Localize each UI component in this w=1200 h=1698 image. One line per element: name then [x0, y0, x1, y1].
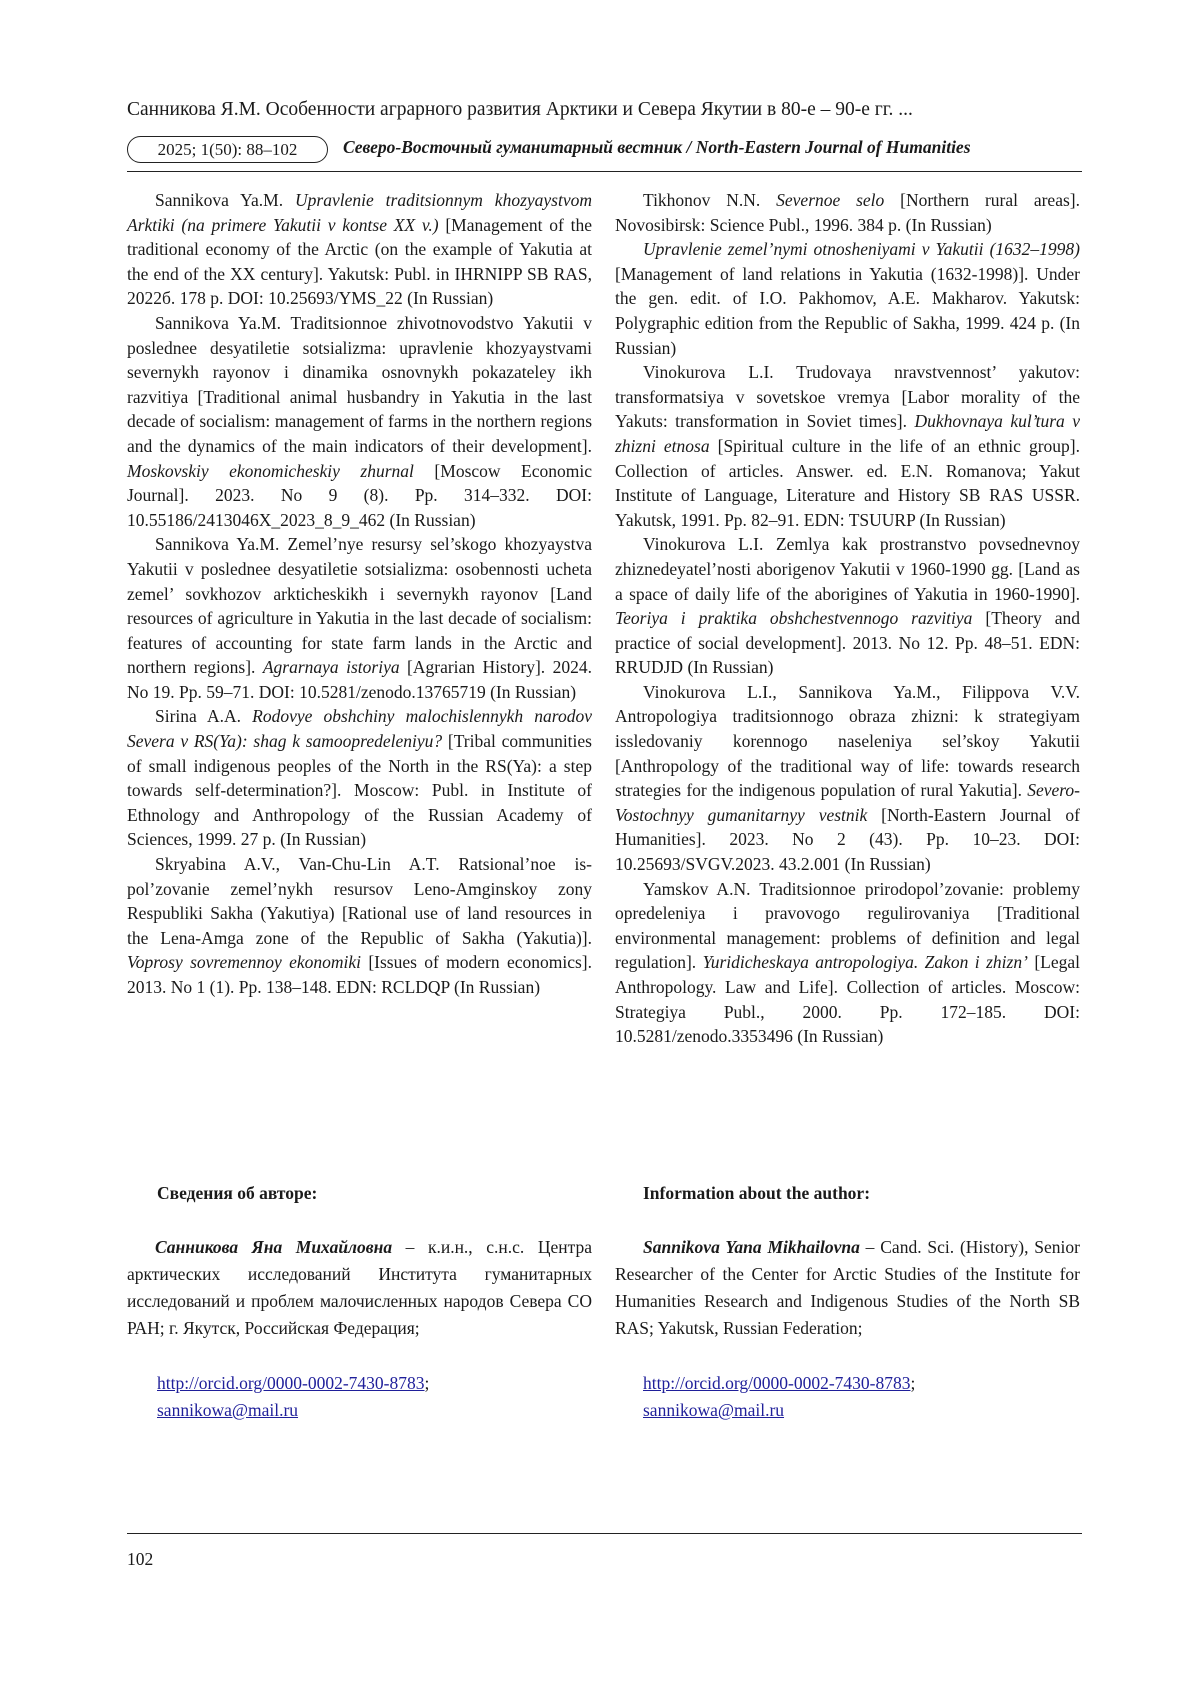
reference-text-part: [Moscow Economic Journal]. 2023. No 9 (8). Pp. 314–332. DOI: 10.55186/2413046X_2023_8_9_462 (In Russian)	[127, 460, 592, 530]
author-links-en	[643, 1370, 915, 1424]
issue-badge: 2025; 1(50): 88–102	[127, 136, 328, 163]
author-info-en	[615, 1234, 1080, 1342]
orcid-link-ru[interactable]: http://orcid.org/0000-0002-7430-8783	[157, 1373, 425, 1393]
journal-name: Северо-Восточный гуманитарный вестник / North-Eastern Journal of Humanities	[343, 137, 971, 157]
header-rule	[127, 171, 1082, 172]
author-details-ru: – к.и.н., с.н.с. Центра арктических исследований Института гуманитарных исследований и проблем малочисленных народов Севера СО РАН; г. Якутск, Российская Федерация;	[127, 1237, 592, 1338]
reference-text-part: Sirina A.A.	[155, 706, 253, 727]
reference-text-part: [Issues of modern economics]. 2013. No 1 (1). Pp. 138–148. EDN: RCLDQP (In Russian)	[127, 952, 592, 997]
reference-italic-part: Moskovskiy ekonomicheskiy zhurnal	[127, 460, 414, 481]
reference-text-part: [Agrarian History]. 2024. No 19. Pp. 59–71. DOI: 10.5281/zenodo.13765719 (In Russian)	[127, 657, 592, 702]
references-right-column	[615, 188, 1080, 1049]
references-left-column	[127, 188, 592, 1000]
reference-text-part: [Management of land relations in Yakutia (1632-1998)]. Under the gen. edit. of I.O. Pakhomov, A.E. Makharov. Yakutsk: Polygraphic edition from the Republic of Sakha, 1999. 424 p. (In Russian)	[615, 263, 1080, 358]
reference-text-part: Vinokurova L.I., Sannikova Ya.M., Filippova V.V. Antropologiya traditsionnogo obraza zhizni: k strategiyam issledovaniy korennogo naseleniya sel’skoy Yakutii [Anthropology of the traditional way of life: towards research strategies for the indigenous population of rural Yakutia].	[615, 681, 1080, 801]
reference-text-part: Skryabina A.V., Van-Chu-Lin A.T. Ratsional’noe ispol’zovanie zemel’nykh resursov Leno-Amginskoy zony Respubliki Sakha (Yakutiya) [Rational use of land resources in the Lena-Amga zone of the Republic of Sakha (Yakutia)].	[127, 854, 592, 948]
reference-italic-part: Dukhovnaya kul’tura v zhizni etnosa	[615, 411, 1080, 456]
reference-italic-part: Agrarnaya istoriya	[262, 657, 400, 678]
reference-item	[615, 532, 1080, 680]
reference-text-part: [North-Eastern Journal of Humanities]. 2023. No 2 (43). Pp. 10–23. DOI: 10.25693/SVGV.2023. 43.2.001 (In Russian)	[615, 804, 1080, 875]
reference-text-part: Sannikova Ya.M. Traditsionnoe zhivotnovodstvo Yakutii v poslednee desyatiletie sotsializma: upravlenie khozyaystvami severnykh rayonov i dinamika osnovnykh pokazateley ikh razvitiya [Traditional animal husbandry in Yakutia in the last decade of socialism: management of farms in the northern regions and the dynamics of the main indicators of their development].	[127, 312, 592, 456]
author-name-en: Sannikova Yana Mikhailovna	[643, 1237, 860, 1257]
reference-text-part: [Northern rural areas]. Novosibirsk: Science Publ., 1996. 384 p. (In Russian)	[615, 190, 1080, 235]
reference-italic-part: Severnoe selo	[776, 190, 885, 210]
reference-item	[615, 188, 1080, 237]
reference-text-part: Sannikova Ya.M.	[155, 190, 296, 210]
reference-text-part: [Legal Anthropology. Law and Life]. Collection of articles. Moscow: Strategiya Publ., 2000. Pp. 172–185. DOI: 10.5281/zenodo.3353496 (In Russian)	[615, 952, 1080, 1047]
reference-italic-part: Voprosy sovremennoy ekonomiki	[127, 952, 361, 973]
reference-item	[615, 877, 1080, 1049]
link-separator-en: ;	[910, 1373, 916, 1393]
email-link-ru[interactable]: sannikowa@mail.ru	[157, 1400, 299, 1420]
reference-item	[615, 237, 1080, 360]
reference-italic-part: Upravlenie traditsionnym khozyaystvom Arktiki (na primere Yakutii v kontse XX v.)	[127, 190, 592, 235]
reference-text-part: [Theory and practice of social development]. 2013. No 12. Pp. 48–51. EDN: RRUDJD (In Russian)	[615, 608, 1080, 678]
reference-item	[127, 852, 592, 1000]
reference-text-part: Tikhonov N.N.	[643, 190, 777, 210]
running-title: Санникова Я.М. Особенности аграрного развития Арктики и Севера Якутии в 80-е – 90-е гг. ...	[127, 99, 913, 120]
page-number: 102	[127, 1549, 154, 1569]
reference-item	[127, 532, 592, 704]
reference-item	[127, 188, 592, 311]
footer-rule	[127, 1533, 1082, 1534]
reference-text-part: Yamskov A.N. Traditsionnoe prirodopol’zovanie: problemy opredeleniya i pravovogo regulirovaniya [Traditional environmental management: problems of definition and legal regulation].	[615, 878, 1080, 973]
author-heading-en: Information about the author:	[643, 1183, 871, 1203]
author-name-ru: Санникова Яна Михайловна	[155, 1237, 393, 1257]
email-link-en[interactable]: sannikowa@mail.ru	[643, 1400, 785, 1420]
reference-text-part: [Spiritual culture in the life of an ethnic group]. Collection of articles. Answer. ed. E.N. Romanova; Yakut Institute of Language, Literature and History SB RAS USSR. Yakutsk, 1991. Pp. 82–91. EDN: TSUURP (In Russian)	[615, 435, 1080, 530]
reference-item	[615, 360, 1080, 532]
reference-italic-part: Upravlenie zemel’nymi otnosheniyami v Yakutii (1632–1998)	[643, 239, 1080, 260]
orcid-link-en[interactable]: http://orcid.org/0000-0002-7430-8783	[643, 1373, 911, 1393]
reference-text-part: [Tribal communities of small indigenous peoples of the North in the RS(Ya): a step towards self-determination?]. Moscow: Publ. in Institute of Ethnology and Anthropology of the Russian Academy of Sciences, 1999. 27 p. (In Russian)	[127, 731, 592, 850]
author-links-ru	[157, 1370, 429, 1424]
reference-item	[127, 311, 592, 532]
author-info-ru	[127, 1234, 592, 1342]
reference-italic-part: Teoriya i praktika obshchestvennogo razvitiya	[615, 608, 973, 629]
reference-text-part: [Management of the traditional economy of the Arctic (on the example of Yakutia at the end of the XX century]. Yakutsk: Publ. in IHRNIPP SB RAS, 2022б. 178 p. DOI: 10.25693/YMS_22 (In Russian)	[127, 214, 592, 309]
author-details-en: – Cand. Sci. (History), Senior Researcher of the Center for Arctic Studies of the Institute for Humanities Research and Indigenous Studies of the North SB RAS; Yakutsk, Russian Federation;	[615, 1237, 1080, 1338]
reference-italic-part: Rodovye obshchiny malochislennykh narodov Severa v RS(Ya): shag k samoopredeleniyu?	[127, 706, 592, 752]
link-separator-ru: ;	[424, 1373, 430, 1393]
reference-italic-part: Yuridicheskaya antropologiya. Zakon i zhizn’	[702, 952, 1028, 973]
reference-text-part: Vinokurova L.I. Trudovaya nravstvennost’ yakutov: transformatsiya v sovetskoe vremya [Labor morality of the Yakuts: transformation in Soviet times].	[615, 362, 1080, 432]
reference-item	[615, 680, 1080, 877]
author-heading-ru: Сведения об авторе:	[157, 1183, 318, 1203]
reference-item	[127, 704, 592, 852]
reference-text-part: Sannikova Ya.M. Zemel’nye resursy sel’skogo khozyaystva Yakutii v poslednee desyatiletie sotsializma: osobennosti ucheta zemel’ sovkhozov arkticheskikh i severnykh rayonov [Land resources of agriculture in Yakutia in the last decade of socialism: features of accounting for state farm lands in the Arctic and northern regions].	[127, 534, 592, 678]
reference-italic-part: Severo-Vostochnyy gumanitarnyy vestnik	[615, 780, 1080, 825]
reference-text-part: Vinokurova L.I. Zemlya kak prostranstvo povsednevnoy zhiznedeyatel’nosti aborigenov Yakutii v 1960-1990 gg. [Land as a space of daily life of the aborigines of Yakutia in 1960-1990].	[615, 534, 1080, 604]
